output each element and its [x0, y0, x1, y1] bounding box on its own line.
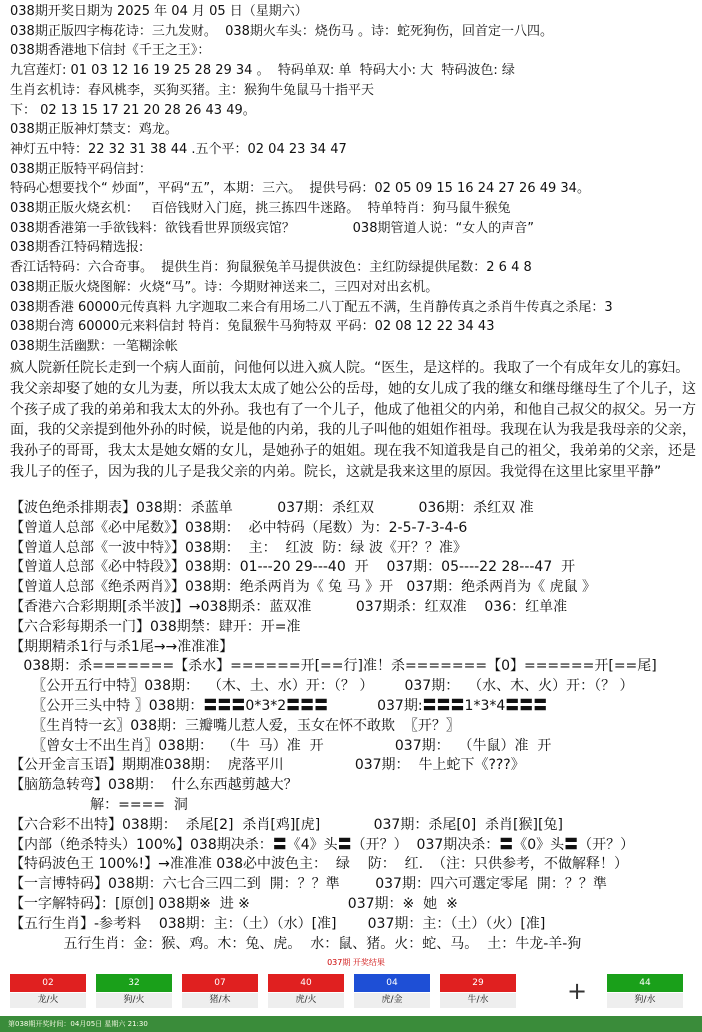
text-line: 【曾道人总部《一波中特》】038期： 主： 红波 防：绿 波《开？？准》	[10, 539, 467, 556]
text-line: 神灯五中特：22 32 31 38 44 .五个平：02 04 23 34 47	[10, 141, 347, 157]
text-line: 【曾道人总部《绝杀两肖》】038期：绝杀两肖为《 兔 马 》开 037期：绝杀两肖为《 虎鼠 》	[10, 579, 597, 596]
text-line: 【期期精杀1行与杀1尾→→准准准】	[10, 638, 234, 655]
text-line: 038期正版神灯禁支：鸡龙。	[10, 122, 178, 138]
text-line: 五行生肖：金：猴、鸡。木：兔、虎。 水：鼠、猪。火：蛇、马。 土：牛龙-羊-狗	[10, 935, 582, 952]
draw-number: 32	[96, 974, 172, 992]
draw-zodiac-label: 虎/火	[268, 993, 344, 1008]
text-line: 038期生活幽默：一笔糊涂帐	[10, 338, 178, 354]
text-line: 生肖玄机诗：春风桃李，买狗买猪。主：猴狗牛兔鼠马十指平天	[10, 82, 375, 98]
text-line: 038期台湾 60000元来料信封 特肖：兔鼠猴牛马狗特双 平码：02 08 12 22 34 43	[10, 319, 495, 335]
text-line: 九宫莲灯: 01 03 12 16 19 25 28 29 34 。 特码单双: 单 特码大小: 大 特码波色: 绿	[10, 63, 515, 79]
text-line: 038期香港地下信封《千王之王》：	[10, 43, 211, 59]
text-line: 038期正版火烧玄机： 百倍钱财入门庭，挑三拣四牛迷路。 特单特肖：狗马鼠牛猴兔	[10, 201, 511, 216]
draw-zodiac-label: 虎/金	[354, 993, 430, 1008]
text-line: 〖生肖特一玄〗038期：三瓣嘴儿惹人爱，玉女在怀不敢欺 〖开？〗	[10, 717, 460, 734]
text-line: 038期正版特平码信封：	[10, 161, 152, 177]
text-line: 038期香江特码精选报:	[10, 240, 144, 256]
draw-zodiac-label: 猪/木	[182, 993, 258, 1008]
text-line: 香江话特码：六合奇事。 提供生肖：狗鼠猴兔羊马提供波色：主红防绿提供尾数：2 6 4 8	[10, 260, 532, 276]
draw-zodiac-label: 牛/水	[440, 993, 516, 1008]
text-line: 038期正版火烧图解：火烧“马”。诗：今期财神送来二，三四对对出玄机。	[10, 279, 439, 295]
text-line: 038期香港第一手欲钱料：欲钱看世界顶级宾馆？ 038期管道人说：“女人的声音”	[10, 220, 534, 236]
text-line: 【特码波色王 100%!】→准准准 038必中波色主： 绿 防： 红. （注：只供参考，不做解释！）	[10, 856, 628, 873]
text-line: 特码心想要找个“ 炒面”，平码“五”，本期：三六。 提供号码：02 05 09 15 16 24 27 26 49 34。	[10, 181, 590, 197]
draw-number: 07	[182, 974, 258, 992]
draw-number: 04	[354, 974, 430, 992]
text-line: 【香港六合彩期期[杀半波]】→038期杀：蓝双准 037期杀：红双准 036：红单准	[10, 599, 568, 615]
plus-sign: +	[566, 977, 588, 1005]
text-line: 〖曾女士不出生肖〗038期： （牛 马）准 开 037期： （牛鼠）准 开	[10, 737, 552, 754]
text-line: 【曾道人总部《必中尾数》】038期： 必中特码（尾数）为：2-5-7-3-4-6	[10, 519, 468, 536]
draw-number: 29	[440, 974, 516, 992]
text-line: 【六合彩不出特】038期： 杀尾[2] 杀肖[鸡][虎] 037期：杀尾[0] 杀肖[猴][兔]	[10, 816, 563, 833]
text-line: 【一字解特码】：[原创] 038期※ 进 ※ 037期：※ 她 ※	[10, 896, 458, 912]
draw-zodiac-label: 龙/火	[10, 993, 86, 1008]
text-line: 【波色绝杀排期表】038期：杀蓝单 037期：杀红双 036期：杀红双 准	[10, 500, 534, 516]
text-line: 解：==== 洞	[10, 797, 188, 813]
draw-number: 44	[607, 974, 683, 992]
text-line: 【脑筋急转弯】038期： 什么东西越剪越大？	[10, 777, 298, 794]
text-line: 【内部（绝杀特头）100%】038期决杀：〓《4》头〓（开？） 037期决杀：〓《0》头〓（开？）	[10, 836, 635, 853]
text-line: 〖公开五行中特〗038期： （木、土、水）开：（？ ） 037期： （水、木、火）开：（？ ）	[10, 678, 634, 695]
text-line: 038期正版四字梅花诗：三九发财。 038期火车头：烧伤马 。诗：蛇死狗伤，回首定一八四。	[10, 23, 554, 39]
text-line: 【公开金言玉语】期期准038期： 虎落平川 037期： 牛上蛇下《???》	[10, 757, 525, 774]
humor-story: 疯人院新任院长走到一个病人面前，问他何以进入疯人院。“医生，是这样的。我取了一个有成年女儿的寡妇。我父亲却娶了她的女儿为妻，所以我太太成了她公公的岳母，她的女儿成了我的继女和继母继母生了个儿子，这个孩子成了我的弟弟和我太太的外孙。我也有了一个儿子，他成了他祖父的内弟，和他自己叔父的叔父。另一方面，我的父亲提到他外孙的时候，说是他的内弟，我的儿子叫他的姐姐作祖母。我现在认为我是我母亲的父亲，我孙子的哥哥，我太太是她女婿的女儿，是她孙子的姐姐。现在我不知道我是自己的祖父，我弟弟的父亲，还是我儿子的侄子，因为我的儿子是我父亲的内弟。院长，这就是我来这里的原因。我觉得在这里比家里平静”	[10, 360, 696, 480]
footer-bar	[0, 1016, 702, 1032]
draw-result-bar	[10, 956, 702, 1016]
draw-number: 40	[268, 974, 344, 992]
draw-result-title: 037期 开奖结果	[327, 958, 385, 967]
text-line: 【五行生肖】-参考料 038期：主：（土）（水）[准] 037期：主：（土）（火）[准]	[10, 915, 546, 932]
text-line: 【六合彩每期杀一门】038期禁：肆开：开=准	[10, 618, 301, 635]
footer-text: 第038期开奖时间：04月05日 星期六 21:30	[8, 1020, 148, 1028]
text-line: 【曾道人总部《必中特段》】038期：01---20 29---40 开 037期：05----22 28---47 开	[10, 559, 576, 576]
text-line: 038期：杀=======【杀水】======开[==行]准！杀=======【0】======开[==尾]	[10, 658, 657, 675]
text-line: 【一言博特码】038期：六七合三四二到 開：？？準 037期：四六可選定零尾 開：？？準	[10, 876, 607, 893]
text-line: 038期香港 60000元传真料 九字迦取二来合有用场二八丁配五不满，生肖静传真之杀肖牛传真之杀尾：3	[10, 299, 613, 315]
text-line: 038期开奖日期为 2025 年 04 月 05 日（星期六）	[10, 4, 308, 19]
text-line: 〖公开三头中特 〗038期：〓〓〓0*3*2〓〓〓 037期:〓〓〓1*3*4〓〓〓	[10, 698, 548, 714]
draw-zodiac-label: 狗/水	[607, 993, 683, 1008]
draw-zodiac-label: 狗/火	[96, 993, 172, 1008]
draw-number: 02	[10, 974, 86, 992]
text-line: 下： 02 13 15 17 21 20 28 26 43 49。	[10, 102, 256, 118]
